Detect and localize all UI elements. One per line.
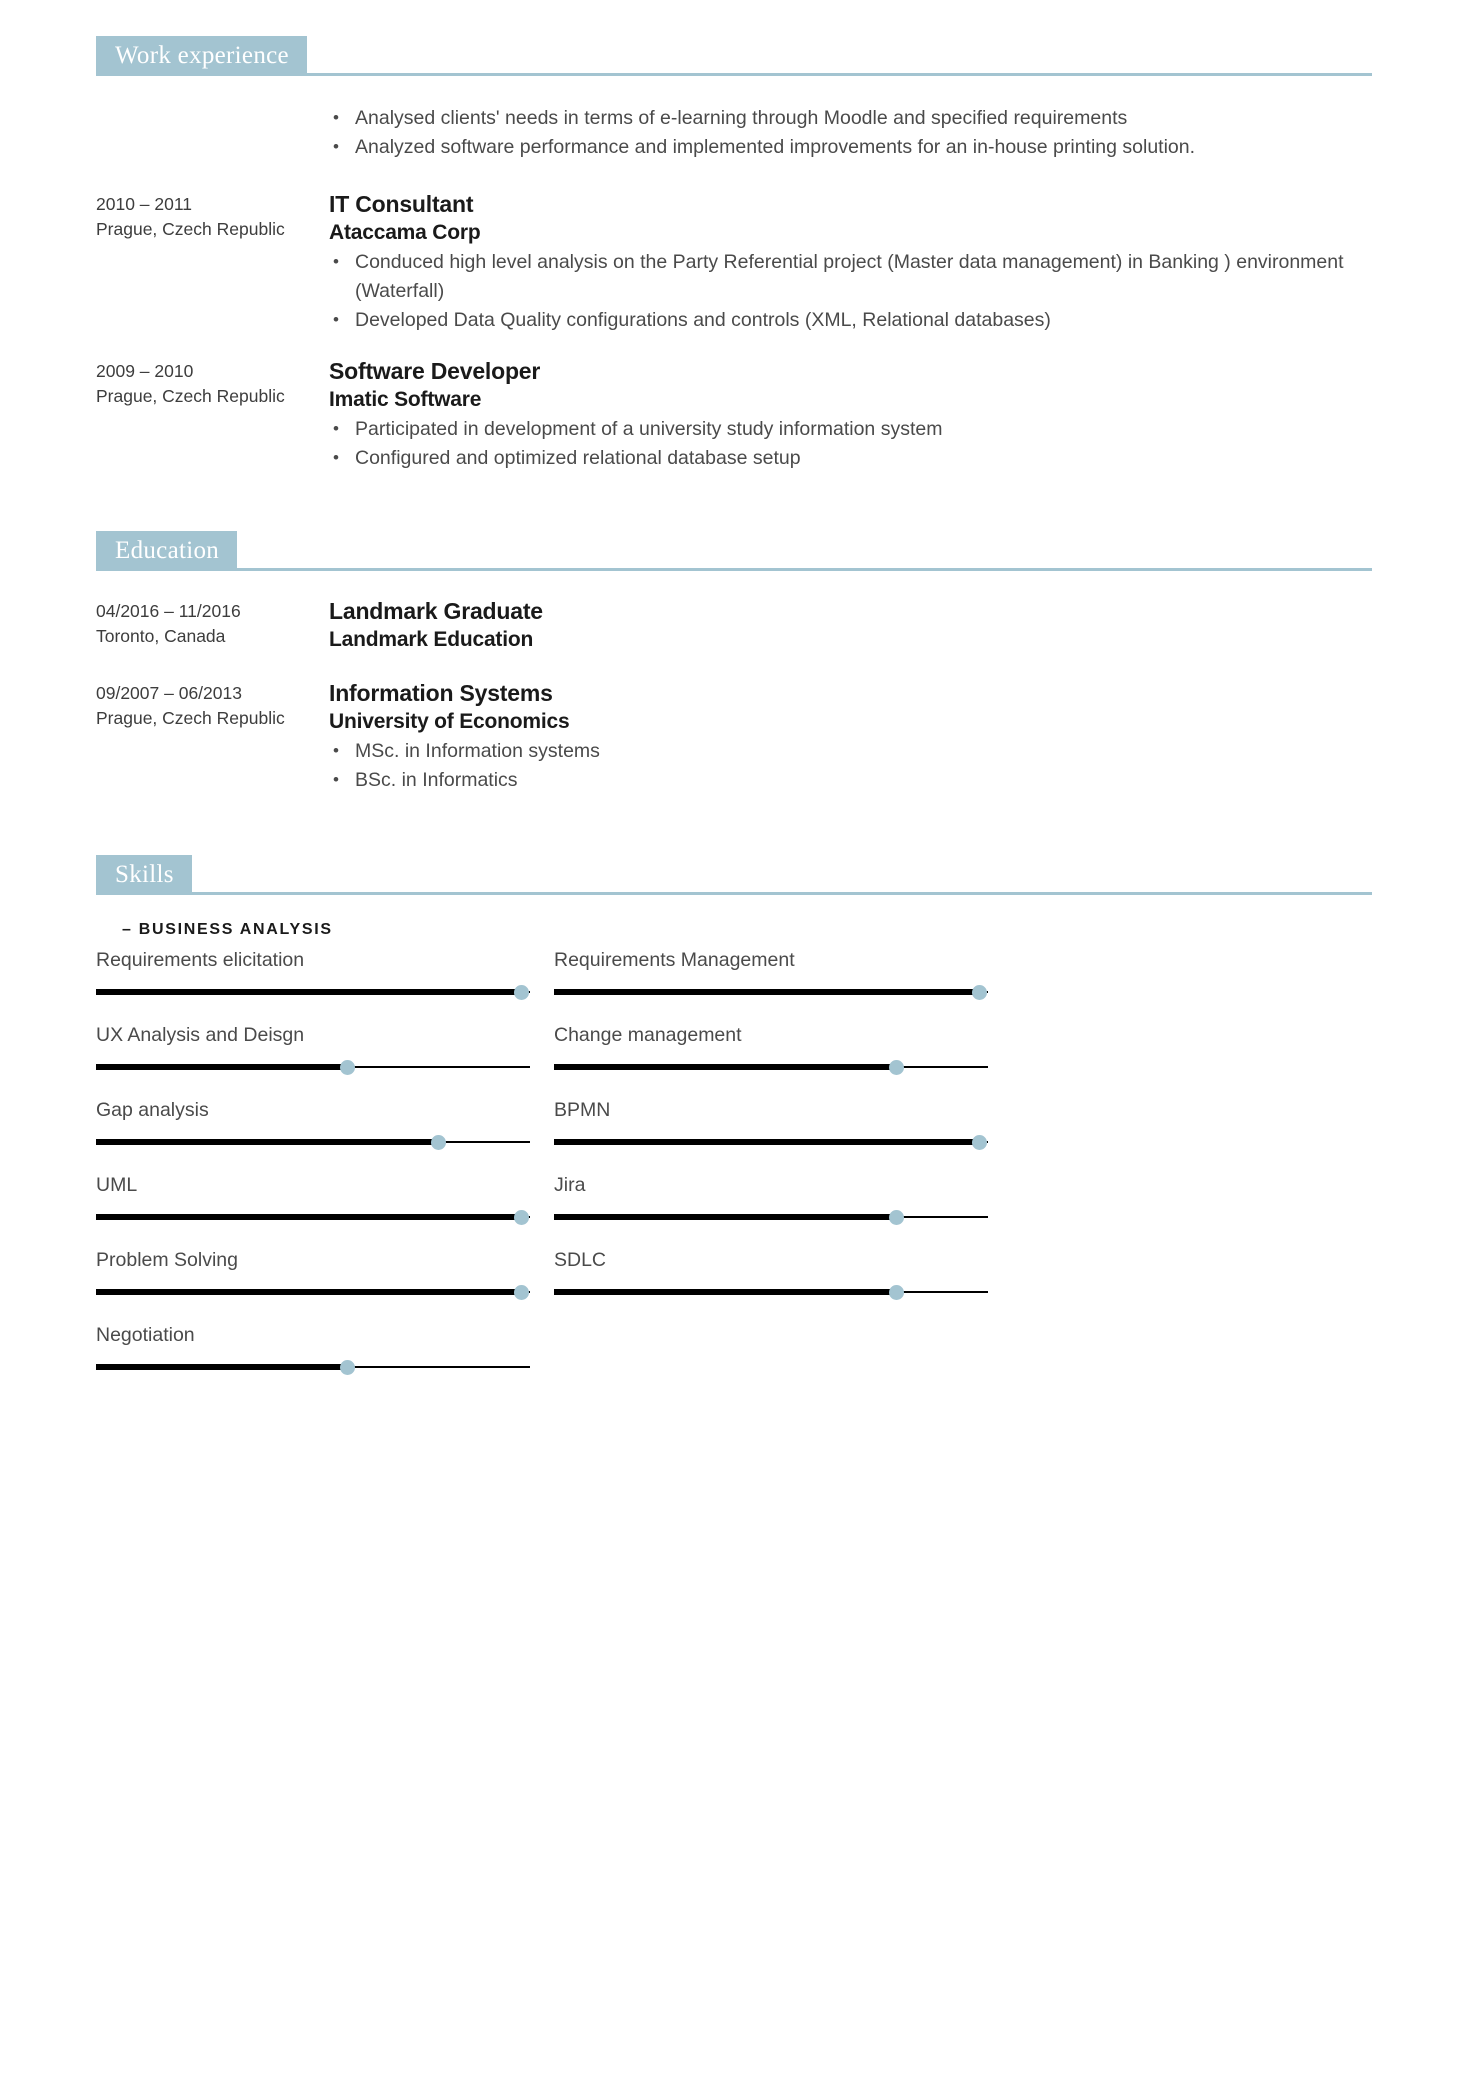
- skill-slider-knob[interactable]: [340, 1060, 355, 1075]
- skill-slider-fill: [96, 1139, 439, 1145]
- bullet-item: • Participated in development of a university study information system: [329, 415, 1372, 444]
- skill-slider[interactable]: [554, 1059, 988, 1075]
- section-rule: [96, 568, 1372, 571]
- skill-label: Gap analysis: [96, 1099, 209, 1121]
- skill-slider[interactable]: [554, 984, 988, 1000]
- skill-slider[interactable]: [554, 1209, 988, 1225]
- education-entry: [96, 679, 1372, 795]
- skill-slider[interactable]: [554, 1284, 988, 1300]
- entry-meta: [96, 357, 329, 409]
- entry-body: [329, 190, 1372, 335]
- skill-slider-fill: [554, 989, 979, 995]
- skill-label: UX Analysis and Deisgn: [96, 1024, 305, 1046]
- skill-label: Negotiation: [96, 1324, 195, 1346]
- skill-slider[interactable]: [96, 1134, 530, 1150]
- skill-slider-knob[interactable]: [889, 1060, 904, 1075]
- skill-slider-fill: [96, 1064, 348, 1070]
- skill-slider-fill: [96, 1214, 521, 1220]
- entry-title: Landmark Graduate: [329, 598, 543, 624]
- skill-label: Jira: [554, 1174, 586, 1196]
- entry-meta: [96, 102, 329, 104]
- entry-date: 09/2007 – 06/2013: [96, 683, 242, 703]
- entry-title: IT Consultant: [329, 191, 474, 217]
- bullet-item: • Developed Data Quality configurations and controls (XML, Relational databases): [329, 306, 1372, 335]
- bullet-list: [329, 104, 1372, 162]
- skill-slider-knob[interactable]: [514, 1210, 529, 1225]
- section-title-work: Work experience: [96, 36, 307, 76]
- skill-item: [554, 1097, 988, 1150]
- entry-meta: [96, 597, 329, 649]
- bullet-list: [329, 737, 1372, 795]
- skill-slider-knob[interactable]: [514, 1285, 529, 1300]
- skills-subheading: – BUSINESS ANALYSIS: [122, 921, 333, 938]
- entry-organization: Ataccama Corp: [329, 221, 481, 244]
- entry-title: Information Systems: [329, 680, 553, 706]
- skill-item: [554, 947, 988, 1000]
- entry-location: Toronto, Canada: [96, 626, 226, 646]
- skill-label: Requirements Management: [554, 949, 795, 971]
- skill-label: Problem Solving: [96, 1249, 238, 1271]
- bullet-item: • MSc. in Information systems: [329, 737, 1372, 766]
- skill-label: Requirements elicitation: [96, 949, 305, 971]
- entry-title: Software Developer: [329, 358, 541, 384]
- skill-slider-fill: [96, 1364, 348, 1370]
- bullet-item: • BSc. in Informatics: [329, 766, 1372, 795]
- bullet-item: • Analyzed software performance and implemented improvements for an in-house printing solution.: [329, 133, 1372, 162]
- skill-item: [96, 1022, 530, 1075]
- section-header-education: [96, 531, 1372, 571]
- work-entry: [96, 357, 1372, 473]
- entry-date: 2010 – 2011: [96, 194, 193, 214]
- skill-label: Change management: [554, 1024, 742, 1046]
- skill-slider-knob[interactable]: [431, 1135, 446, 1150]
- skill-slider[interactable]: [96, 1284, 530, 1300]
- education-entry: [96, 597, 1372, 653]
- skill-slider-knob[interactable]: [889, 1285, 904, 1300]
- skill-slider-fill: [554, 1289, 897, 1295]
- skill-slider-knob[interactable]: [340, 1360, 355, 1375]
- skill-item: [96, 947, 530, 1000]
- skill-slider[interactable]: [96, 1059, 530, 1075]
- skill-slider-knob[interactable]: [972, 985, 987, 1000]
- skill-slider-knob[interactable]: [889, 1210, 904, 1225]
- bullet-item: • Configured and optimized relational database setup: [329, 444, 1372, 473]
- entry-meta: [96, 679, 329, 731]
- skills-column-left: [96, 947, 530, 1397]
- skill-slider-knob[interactable]: [972, 1135, 987, 1150]
- skill-item: [96, 1097, 530, 1150]
- bullet-list: [329, 248, 1372, 335]
- entry-body: [329, 102, 1372, 162]
- skill-slider[interactable]: [96, 1209, 530, 1225]
- skill-slider[interactable]: [96, 1359, 530, 1375]
- entry-location: Prague, Czech Republic: [96, 386, 285, 406]
- entry-location: Prague, Czech Republic: [96, 708, 285, 728]
- entry-date: 2009 – 2010: [96, 361, 194, 381]
- entry-body: [329, 597, 1372, 653]
- entry-date: 04/2016 – 11/2016: [96, 601, 241, 621]
- skill-item: [96, 1172, 530, 1225]
- bullet-list: [329, 415, 1372, 473]
- skills-column-right: [554, 947, 988, 1397]
- entry-body: [329, 357, 1372, 473]
- skill-item: [554, 1172, 988, 1225]
- skill-label: SDLC: [554, 1249, 607, 1271]
- work-entry: [96, 190, 1372, 335]
- skill-slider[interactable]: [96, 984, 530, 1000]
- entry-body: [329, 679, 1372, 795]
- entry-organization: University of Economics: [329, 710, 570, 733]
- work-intro-block: [96, 102, 1372, 162]
- bullet-item: • Analysed clients' needs in terms of e-learning through Moodle and specified requirements: [329, 104, 1372, 133]
- skill-slider-knob[interactable]: [514, 985, 529, 1000]
- section-title-skills: Skills: [96, 855, 192, 895]
- skill-item: [96, 1247, 530, 1300]
- entry-location: Prague, Czech Republic: [96, 219, 285, 239]
- skills-grid: [96, 947, 1372, 1397]
- skill-item: [96, 1322, 530, 1375]
- skill-slider-fill: [96, 989, 521, 995]
- skill-slider-fill: [554, 1064, 897, 1070]
- entry-organization: Landmark Education: [329, 628, 534, 651]
- bullet-item: • Conduced high level analysis on the Party Referential project (Master data management) in Banking ) environment (Waterfall): [329, 248, 1372, 306]
- entry-meta: [96, 190, 329, 242]
- section-rule: [96, 892, 1372, 895]
- skill-slider[interactable]: [554, 1134, 988, 1150]
- skill-label: BPMN: [554, 1099, 611, 1121]
- skill-label: UML: [96, 1174, 138, 1196]
- skill-item: [554, 1247, 988, 1300]
- section-header-work: [96, 36, 1372, 76]
- skill-slider-fill: [554, 1139, 979, 1145]
- skill-slider-fill: [554, 1214, 897, 1220]
- entry-organization: Imatic Software: [329, 388, 482, 411]
- section-header-skills: [96, 855, 1372, 895]
- skill-slider-fill: [96, 1289, 521, 1295]
- section-title-education: Education: [96, 531, 237, 571]
- skill-item: [554, 1022, 988, 1075]
